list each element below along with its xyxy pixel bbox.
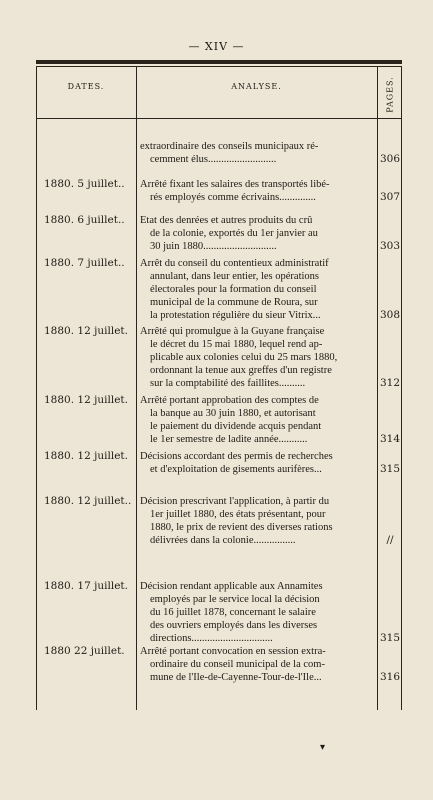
row-analysis [140, 394, 375, 446]
analysis-line: Arrêt du conseil du contentieux administratif [140, 258, 329, 269]
analysis-line: ordonnant la tenue aux greffes d'un registre [150, 365, 332, 376]
analysis-line: 30 juin 1880............................ [150, 241, 277, 252]
analysis-line: ordinaire du conseil municipal de la com- [150, 659, 325, 670]
row-page: // [386, 534, 394, 546]
top-thin-rule [36, 66, 402, 67]
row-analysis [140, 257, 375, 322]
row-page: 307 [379, 191, 401, 203]
row-analysis [140, 325, 375, 390]
analysis-line: des ouvriers employés dans les diverses [150, 620, 318, 631]
analysis-line: électorales pour la formation du conseil [150, 284, 317, 295]
analysis-line: le 1er semestre de ladite année........... [150, 434, 308, 445]
analysis-line: sur la comptabilité des faillites.......... [150, 378, 306, 389]
analysis-line: le décret du 15 mai 1880, lequel rend ap- [150, 339, 323, 350]
row-date: 1880. 7 juillet.. [44, 257, 125, 269]
row-page: 312 [379, 377, 401, 389]
analysis-line: de la colonie, exportés du 1er janvier au [150, 228, 318, 239]
row-page: 314 [379, 433, 401, 445]
analysis-line: directions............................... [150, 633, 273, 644]
analysis-line: cemment élus.......................... [150, 154, 277, 165]
row-page: 316 [379, 671, 401, 683]
header-pages [379, 72, 401, 116]
row-date: 1880. 12 juillet. [44, 325, 128, 337]
header-bottom-rule [36, 118, 402, 119]
row-date: 1880. 5 juillet.. [44, 178, 125, 190]
row-analysis [140, 178, 375, 204]
column-divider-pages [377, 66, 378, 710]
analysis-line: Décision rendant applicable aux Annamites [140, 581, 323, 592]
row-analysis [140, 450, 375, 476]
analysis-line: du 16 juillet 1878, concernant le salaire [150, 607, 316, 618]
analysis-line: rés employés comme écrivains.............. [150, 192, 316, 203]
row-analysis [140, 645, 375, 684]
analysis-line: Décisions accordant des permis de recherches [140, 451, 333, 462]
page-number: — XIV — [188, 40, 245, 53]
row-page: 315 [379, 632, 401, 644]
row-page: 303 [379, 240, 401, 252]
row-page: 308 [379, 309, 401, 321]
row-page: 306 [379, 153, 401, 165]
analysis-line: Arrêté portant convocation en session extra- [140, 646, 326, 657]
analysis-line: Etat des denrées et autres produits du crû [140, 215, 313, 226]
analysis-line: extraordinaire des conseils municipaux ré- [140, 141, 319, 152]
row-date: 1880. 12 juillet. [44, 450, 128, 462]
row-date: 1880. 12 juillet. [44, 394, 128, 406]
analysis-line: 1880, le prix de revient des diverses rations [150, 522, 333, 533]
analysis-line: plicable aux colonies celui du 25 mars 1880, [150, 352, 338, 363]
row-analysis [140, 140, 375, 166]
column-divider-dates [136, 66, 137, 710]
analysis-line: la protestation régulière du sieur Vitrix... [150, 310, 321, 321]
analysis-line: annulant, dans leur entier, les opérations [150, 271, 319, 282]
row-analysis [140, 495, 375, 547]
top-thick-rule [36, 60, 402, 64]
analysis-line: employés par le service local la décision [150, 594, 320, 605]
header-dates: DATES. [67, 82, 105, 91]
header-analyse: ANALYSE. [231, 82, 282, 91]
index-table [36, 60, 402, 710]
analysis-line: et d'exploitation de gisements aurifères... [150, 464, 322, 475]
row-date: 1880. 6 juillet.. [44, 214, 125, 226]
header-pages-label: PAGES. [385, 75, 395, 113]
row-date: 1880 22 juillet. [44, 645, 125, 657]
analysis-line: la banque au 30 juin 1880, et autorisant [150, 408, 316, 419]
analysis-line: mune de l'Ile-de-Cayenne-Tour-de-l'Ile... [150, 672, 322, 683]
row-analysis [140, 580, 375, 645]
analysis-line: Arrêté portant approbation des comptes de [140, 395, 319, 406]
frame-right-rule [401, 66, 402, 710]
analysis-line: le paiement du dividende acquis pendant [150, 421, 322, 432]
row-analysis [140, 214, 375, 253]
analysis-line: délivrées dans la colonie................ [150, 535, 296, 546]
row-page: 315 [379, 463, 401, 475]
analysis-line: Décision prescrivant l'application, à partir du [140, 496, 330, 507]
analysis-line: Arrêté fixant les salaires des transportés libé- [140, 179, 330, 190]
margin-mark: ▾ [320, 742, 326, 753]
row-date: 1880. 12 juillet.. [44, 495, 132, 507]
frame-left-rule [36, 66, 37, 710]
analysis-line: municipal de la commune de Roura, sur [150, 297, 318, 308]
row-date: 1880. 17 juillet. [44, 580, 128, 592]
analysis-line: Arrêté qui promulgue à la Guyane française [140, 326, 325, 337]
analysis-line: 1er juillet 1880, des états présentant, pour [150, 509, 326, 520]
